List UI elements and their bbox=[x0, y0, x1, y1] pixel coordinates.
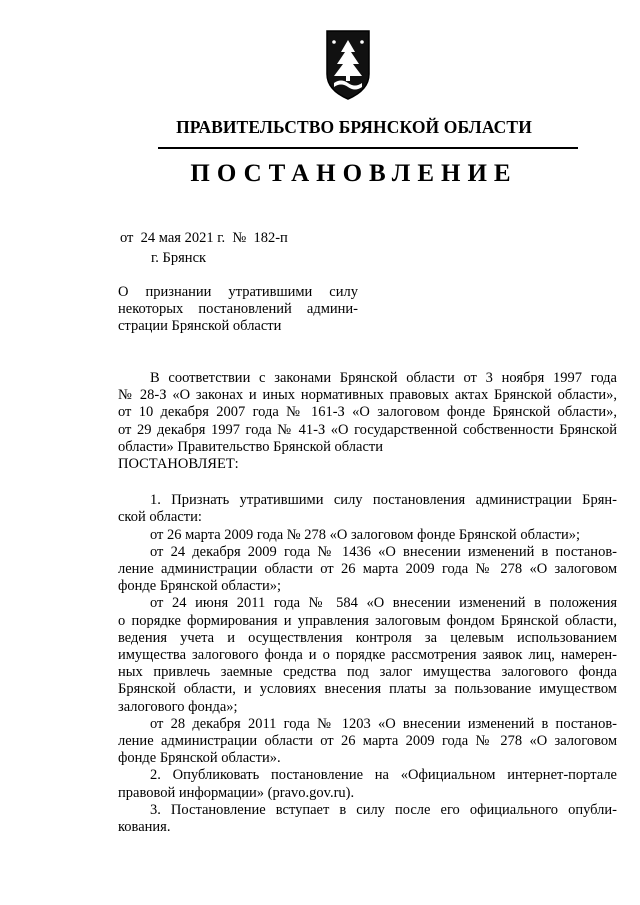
subject-line: некоторых постановлений админи- bbox=[118, 301, 358, 317]
item-line: от 24 декабря 2009 года № 1436 «О внесении изменений в постанов- bbox=[150, 543, 617, 560]
item-line: 3. Постановление вступает в силу после его официального опубли- bbox=[150, 801, 617, 818]
bryansk-coat-of-arms-icon bbox=[324, 28, 372, 102]
preamble-line: В соответствии с законами Брянской области от 3 ноября 1997 года bbox=[150, 370, 617, 386]
preamble-line: области» Правительство Брянской области bbox=[118, 438, 383, 455]
item-line: кования. bbox=[118, 819, 171, 836]
item-line: фонде Брянской области»; bbox=[118, 578, 281, 595]
item-line: ской области: bbox=[118, 509, 202, 526]
item-line: ных привлечь заемные средства под залог имущества залогового фонда bbox=[118, 664, 617, 681]
item-line: ведения учета и осуществления контроля за целевым использованием bbox=[118, 629, 617, 646]
date-number-line: от 24 мая 2021 г. № 182-п bbox=[120, 230, 288, 246]
decree-word: ПОСТАНОВЛЯЕТ: bbox=[118, 456, 239, 473]
paragraph-gap bbox=[118, 473, 617, 492]
item-line: от 24 июня 2011 года № 584 «О внесении изменений в положения bbox=[150, 595, 617, 612]
header-divider bbox=[158, 147, 578, 149]
item-line: ление администрации области от 26 марта 2009 года № 278 «О залоговом bbox=[118, 733, 617, 750]
preamble-line: № 28-З «О законах и иных нормативных правовых актах Брянской области», bbox=[118, 387, 617, 404]
preamble-line: от 10 декабря 2007 года № 161-З «О залоговом фонде Брянской области», bbox=[118, 404, 617, 421]
item-line: 1. Признать утратившими силу постановления администрации Брян- bbox=[150, 492, 617, 509]
item-line: о порядке формирования и управления залоговым фондом Брянской области, bbox=[118, 612, 617, 629]
item-line: имущества залогового фонда и о порядке рассмотрения заявок лиц, намерен- bbox=[118, 647, 617, 664]
subject-line: О признании утратившими силу bbox=[118, 284, 358, 300]
document-body bbox=[118, 370, 617, 836]
subject-block bbox=[118, 284, 358, 335]
document-type-title: ПОСТАНОВЛЕНИЕ bbox=[190, 160, 518, 187]
item-line: залогового фонда»; bbox=[118, 698, 238, 715]
subject-line: страции Брянской области bbox=[118, 318, 282, 334]
item-line: Брянской области, и условиях внесения платы за пользование имуществом bbox=[118, 681, 617, 698]
city-line: г. Брянск bbox=[151, 250, 207, 266]
item-line: фонде Брянской области». bbox=[118, 750, 281, 767]
item-line: от 28 декабря 2011 года № 1203 «О внесении изменений в постанов- bbox=[150, 715, 617, 732]
organization-title: ПРАВИТЕЛЬСТВО БРЯНСКОЙ ОБЛАСТИ bbox=[176, 117, 532, 137]
item-line: ление администрации области от 26 марта 2009 года № 278 «О залоговом bbox=[118, 561, 617, 578]
item-line: правовой информации» (pravo.gov.ru). bbox=[118, 784, 355, 801]
item-line: 2. Опубликовать постановление на «Официальном интернет-портале bbox=[150, 767, 617, 784]
item-line: от 26 марта 2009 года № 278 «О залоговом фонде Брянской области»; bbox=[150, 526, 581, 543]
preamble-line: от 29 декабря 1997 года № 41-З «О государственной собственности Брянской bbox=[118, 421, 617, 438]
